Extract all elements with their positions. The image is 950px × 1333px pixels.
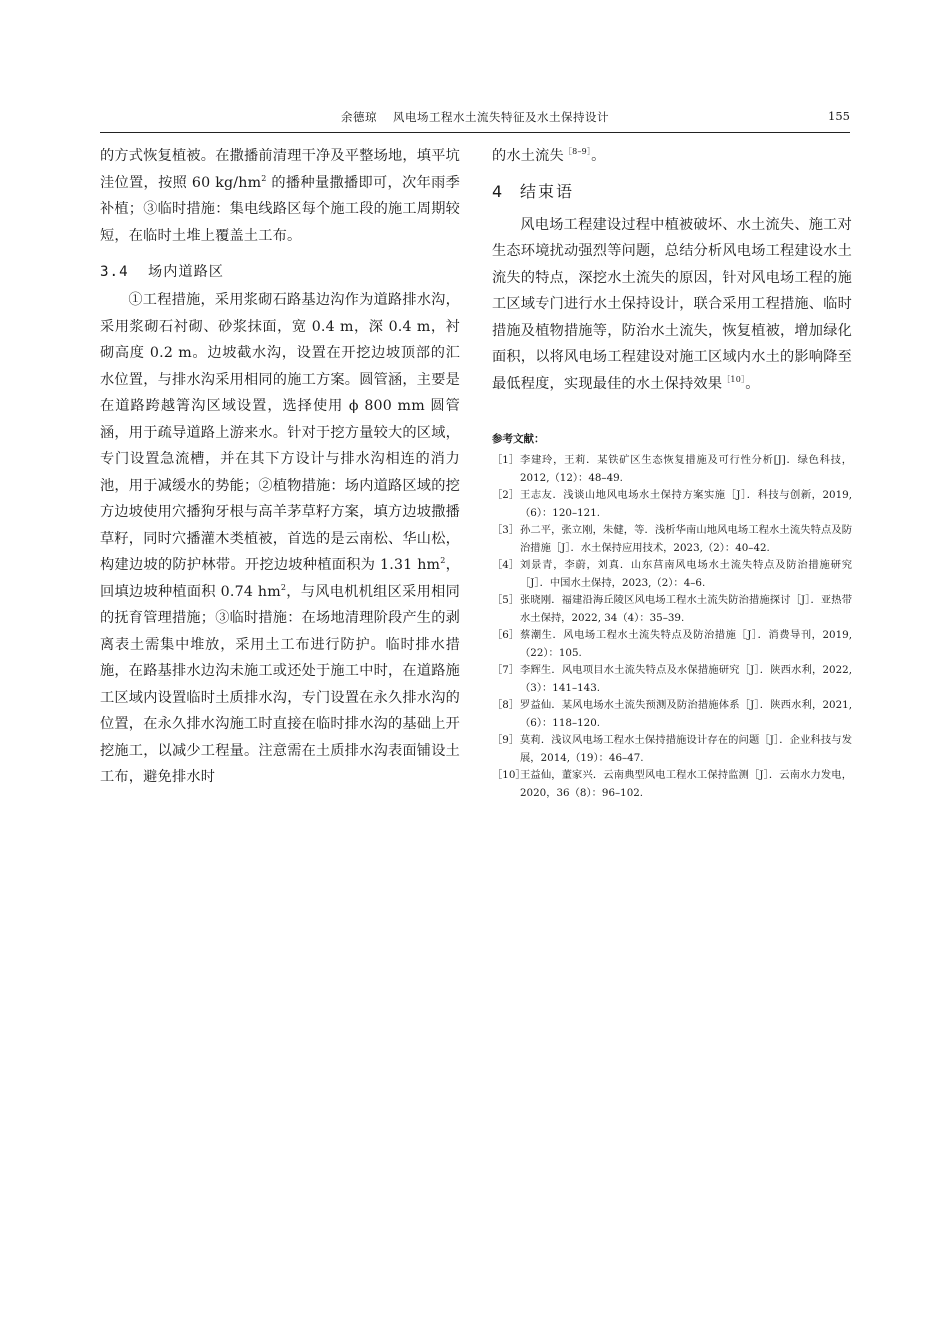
header-author: 余德琼	[341, 110, 377, 124]
header-title-line	[100, 109, 850, 125]
reference-item: ［1］ 李建玲，王莉．某铁矿区生态恢复措施及可行性分析[J]．绿色科技，2012,（12）：48–49.	[492, 454, 852, 484]
reference-item: ［5］ 张晓刚．福建沿海丘陵区风电场工程水土流失防治措施探讨［J］．亚热带水土保持，2022, 34（4）：35–39.	[492, 594, 852, 624]
subsection-number: 3.4	[100, 264, 129, 280]
header-rule	[100, 132, 850, 133]
section-number: 4	[492, 181, 505, 201]
running-header	[100, 109, 850, 129]
subsection-heading-3-4	[100, 259, 460, 285]
reference-item: ［8］ 罗益仙．某风电场水土流失预测及防治措施体系［J］．陕西水利，2021,（6）：118–120.	[492, 699, 852, 729]
right-column	[492, 143, 852, 802]
reference-item: ［10］ 王益仙，董家兴．云南典型风电工程水工保持监测［J］．云南水力发电，2020，36（8）：96–102.	[492, 769, 852, 799]
left-column	[100, 143, 460, 791]
citation-8-9: ［8–9］	[563, 147, 592, 156]
section-title: 结束语	[520, 181, 575, 201]
section-heading-conclusion	[492, 178, 852, 206]
reference-list	[492, 452, 852, 802]
citation-10: ［10］	[722, 374, 746, 384]
reference-item: ［4］ 刘景青，李蔚，刘真．山东莒南风电场水土流失特点及防治措施研究［J］．中国水土保持，2023,（2）：4–6.	[492, 559, 852, 589]
paragraph-road-measures: ①工程措施，采用浆砌石路基边沟作为道路排水沟，采用浆砌石衬砌、砂浆抹面，宽 0.4 m，深 0.4 m，衬砌高度 0.2 m。边坡截水沟，设置在开挖边坡顶部的汇水位置，与排水沟采用相同的施工方案。圆管涵，主要是在道路跨越箐沟区域设置，选择使用 ϕ 800 mm 圆管涵，用于疏导道路上游来水。针对于挖方量较大的区域，专门设置急流槽，并在其下方设计与排水沟相连的消力池，用于减缓水的势能；②植物措施：场内道路区域的挖方边坡使用穴播狗牙根与高羊茅草籽方案，填方边坡撒播草籽，同时穴播灌木类植被，首选的是云南松、华山松，构建边坡的防护林带。开挖边坡种植面积为 1.31 $hm^2$，回填边坡种植面积 0.74 $hm^2$，与风电机机组区采用相同的抚育管理措施；③临时措施：在场地清理阶段产生的剥离表土需集中堆放，采用土工布进行防护。临时排水措施，在路基排水边沟未施工或还处于施工中时，在道路施工区域内设置临时土质排水沟，专门设置在永久排水沟的位置，在永久排水沟施工时直接在临时排水沟的基础上开挖施工，以减少工程量。注意需在土质排水沟表面铺设土工布，避免排水时	[100, 292, 461, 785]
references-title: 参考文献：	[492, 433, 545, 445]
reference-item: ［9］ 莫莉．浅议风电场工程水土保持措施设计存在的问题［J］．企业科技与发展，2014,（19）：46–47.	[492, 734, 852, 764]
reference-item: ［2］ 王志友．浅谈山地风电场水土保持方案实施［J］．科技与创新，2019,（6）：120–121.	[492, 489, 852, 519]
reference-item: ［3］ 孙二平，张立刚，朱健，等．浅析华南山地风电场工程水土流失特点及防治措施［J］．水土保持应用技术，2023,（2）：40–42.	[492, 524, 852, 554]
reference-item: ［7］ 李辉生．风电项目水土流失特点及水保措施研究［J］．陕西水利，2022,（3）：141–143.	[492, 664, 852, 694]
subsection-title: 场内道路区	[148, 264, 224, 280]
paragraph-conclusion: 风电场工程建设过程中植被破坏、水土流失、施工对生态环境扰动强烈等问题，总结分析风电场工程建设水土流失的特点，深挖水土流失的原因，针对风电场工程的施工区域专门进行水土保持设计，联合采用工程措施、临时措施及植物措施等，防治水土流失，恢复植被，增加绿化面积，以将风电场工程建设对施工区域内水土的影响降至最低程度，实现最佳的水土保持效果$^{[10]}$。	[492, 216, 852, 392]
paragraph-road-cont: 的水土流失$^{[8-9]}$。	[492, 147, 606, 164]
page-number: 155	[828, 109, 850, 123]
header-paper-title: 风电场工程水土流失特征及水土保持设计	[393, 110, 609, 124]
paragraph-collection-line-cont: 的方式恢复植被。在撒播前清理干净及平整场地，填平坑洼位置，按照 60 $kg/hm^2$ 的播种量撒播即可，次年雨季补植；③临时措施：集电线路区每个施工段的施工周期较短，在临时土堆上覆盖土工布。	[100, 148, 460, 244]
reference-item: ［6］ 蔡潮生．风电场工程水土流失特点及防治措施［J］．消费导刊，2019,（22）：105.	[492, 629, 852, 659]
